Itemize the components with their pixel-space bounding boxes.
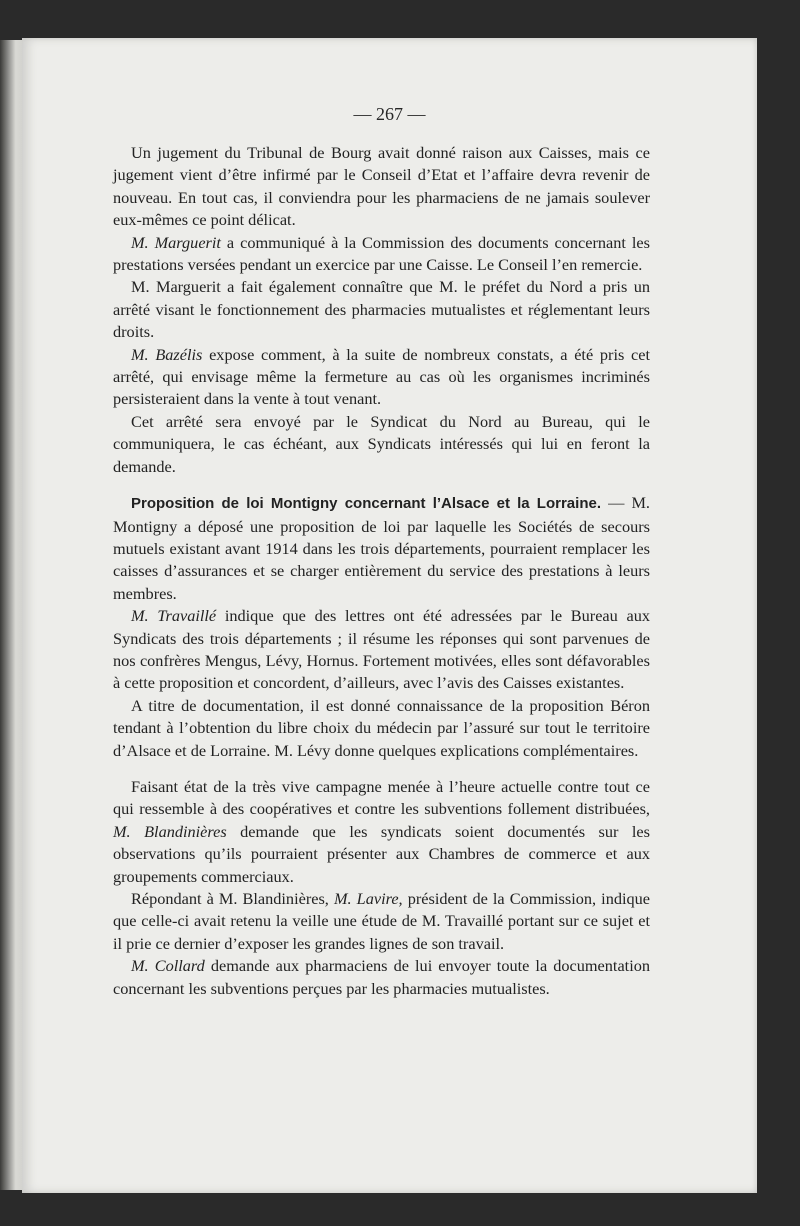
paragraph: Faisant état de la très vive campagne menée à l’heure actuelle contre tout ce qui ressemble à des coopératives et contre les subventions follement distribuées, M. Blandinières demande que les syndicats soient documentés sur les observations qu’ils pourraient présenter aux Chambres de commerce et aux groupements commerciaux.: [113, 776, 650, 886]
paragraph: A titre de documentation, il est donné connaissance de la proposition Béron tendant à l’obtention du libre choix du médecin par l’assuré sur tout le territoire d’Alsace et de Lorraine. M. Lévy donne quelques explications complémentaires.: [113, 695, 650, 760]
page-body: [113, 142, 650, 1000]
speaker-name: M. Collard: [131, 956, 205, 976]
speaker-name: M. Bazélis: [131, 344, 203, 364]
paragraph: M. Bazélis expose comment, à la suite de nombreux constats, a été pris cet arrêté, qui envisage même la fermeture au cas où les organismes incriminés persisteraient dans la vente à tout venant.: [113, 344, 650, 409]
section-paragraph: Proposition de loi Montigny concernant l’Alsace et la Lorraine. — M. Montigny a déposé une proposition de loi par laquelle les Sociétés de secours mutuels existant avant 1914 dans les trois départements, pourraient remplacer les caisses d’assurances et se charger entièrement du service des prestations à leurs membres.: [113, 493, 651, 603]
paragraph: M. Collard demande aux pharmaciens de lui envoyer toute la documentation concernant les subventions perçues par les pharmacies mutualistes.: [113, 956, 650, 998]
section-heading: Proposition de loi Montigny concernant l’Alsace et la Lorraine.: [131, 495, 601, 513]
paragraph: M. Travaillé indique que des lettres ont été adressées par le Bureau aux Syndicats des trois départements ; il résume les réponses qui sont parvenues de nos confrères Mengus, Lévy, Hornus. Fortement motivées, elles sont défavorables à cette proposition et concordent, d’ailleurs, avec l’avis des Caisses existantes.: [113, 606, 651, 693]
speaker-name: M. Lavire,: [333, 889, 403, 908]
paragraph: Cet arrêté sera envoyé par le Syndicat du Nord au Bureau, qui le communiquera, le cas échéant, aux Syndicats intéressés qui lui en feront la demande.: [113, 411, 650, 476]
page-number: — 267 —: [353, 104, 426, 124]
paragraph: M. Marguerit a fait également connaître que M. le préfet du Nord a pris un arrêté visant le fonctionnement des pharmacies mutualistes et réglementant leurs droits.: [113, 277, 650, 342]
document-page: [22, 38, 757, 1193]
speaker-name: M. Travaillé: [131, 606, 217, 626]
speaker-name: M. Blandinières: [113, 821, 227, 841]
paragraph: Répondant à M. Blandinières, M. Lavire, président de la Commission, indique que celle-ci avait retenu la veille une étude de M. Travaillé portant sur ce sujet et il prie ce dernier d’exposer les grandes lignes de son travail.: [113, 889, 651, 953]
paragraph: Un jugement du Tribunal de Bourg avait donné raison aux Caisses, mais ce jugement vient d’être infirmé par le Conseil d’Etat et l’affaire devra revenir de nouveau. En tout cas, il conviendra pour les pharmaciens de ne jamais soulever eux-mêmes ce point délicat.: [113, 143, 650, 230]
speaker-name: M. Marguerit: [131, 232, 221, 252]
paragraph: M. Marguerit a communiqué à la Commission des documents concernant les prestations versées pendant un exercice par une Caisse. Le Conseil l’en remercie.: [113, 232, 650, 275]
